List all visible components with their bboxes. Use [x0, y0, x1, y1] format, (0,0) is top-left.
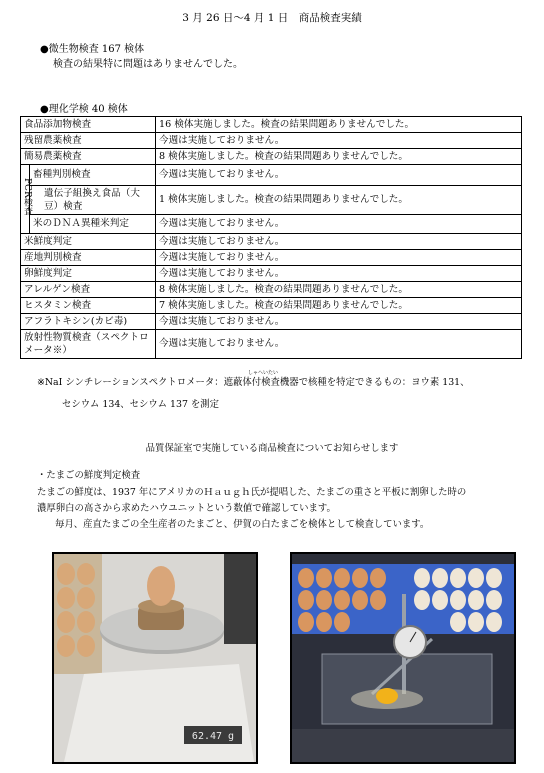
- pcr-group-label: [21, 165, 30, 234]
- test-result: 今週は実施しておりません。: [156, 250, 522, 266]
- test-results-table: [20, 116, 522, 359]
- page-title: 3 月 26 日～4 月 1 日 商品検査実績: [182, 12, 362, 24]
- table-row: [21, 282, 522, 298]
- test-name: 簡易農薬検査: [21, 149, 156, 165]
- table-row: [21, 149, 522, 165]
- test-name: 卵鮮度判定: [21, 266, 156, 282]
- haugh-gauge-illustration: [292, 554, 514, 762]
- test-result: 今週は実施しておりません。: [156, 234, 522, 250]
- table-row: [21, 298, 522, 314]
- test-name: 米のＤＮＡ異種米判定: [30, 215, 156, 234]
- test-result: 今週は実施しておりません。: [156, 314, 522, 330]
- test-name: 残留農薬検査: [21, 133, 156, 149]
- test-result: 今週は実施しておりません。: [156, 133, 522, 149]
- chem-heading: ●理化学検 40 検体: [40, 104, 128, 115]
- test-name: ヒスタミン検査: [21, 298, 156, 314]
- test-result: 今週は実施しておりません。: [156, 266, 522, 282]
- footnote-line-2: セシウム 134、セシウム 137 を測定: [62, 399, 220, 410]
- table-row: [21, 250, 522, 266]
- test-result: 7 検体実施しました。検査の結果問題ありませんでした。: [156, 298, 522, 314]
- egg-scale-illustration: [54, 554, 256, 762]
- table-row: [21, 330, 522, 359]
- micro-body: 検査の結果特に問題はありませんでした。: [53, 59, 243, 70]
- test-name: 放射性物質検査（スペクトロメータ※）: [21, 330, 156, 359]
- notice-paragraph-2: 濃厚卵白の高さから求めたハウユニットという数値で確認しています。: [37, 503, 336, 514]
- test-name: アレルゲン検査: [21, 282, 156, 298]
- scale-readout: 62.47 g: [191, 731, 235, 742]
- footnote-line-1: ※NaI シンチレーションスペクトロメータ：遮蔽体付検査機器で核種を特定できるもの：ヨウ素 131、: [37, 377, 470, 388]
- photo-haugh-measurement: [290, 552, 516, 764]
- test-result: 8 検体実施しました。検査の結果問題ありませんでした。: [156, 149, 522, 165]
- test-name: アフラトキシン(カビ毒): [21, 314, 156, 330]
- notice-paragraph-1: たまごの鮮度は、1937 年にアメリカのＨａｕｇｈ氏が提唱した、たまごの重さと平板に割卵した時の: [37, 487, 467, 498]
- table-row: [21, 133, 522, 149]
- pcr-label: PCR検査: [22, 178, 32, 216]
- table-row: [21, 215, 522, 234]
- table-row: [21, 165, 522, 186]
- test-result: 今週は実施しておりません。: [156, 165, 522, 186]
- table-row: [21, 234, 522, 250]
- table-row: [21, 266, 522, 282]
- test-name: 遺伝子組換え食品（大豆）検査: [30, 186, 156, 215]
- notice-subhead: ・たまごの鮮度判定検査: [37, 470, 141, 481]
- photo-egg-on-scale: [52, 552, 258, 764]
- notice-paragraph-3: 毎月、産直たまごの全生産者のたまごと、伊賀の白たまごを検体として検査しています。: [55, 519, 430, 530]
- notice-title: 品質保証室で実施している商品検査についてお知らせします: [145, 443, 399, 454]
- test-result: 今週は実施しておりません。: [156, 330, 522, 359]
- test-result: 1 検体実施しました。検査の結果問題ありませんでした。: [156, 186, 522, 215]
- test-name: 畜種判別検査: [30, 165, 156, 186]
- table-row: [21, 314, 522, 330]
- test-name: 産地判別検査: [21, 250, 156, 266]
- test-result: 8 検体実施しました。検査の結果問題ありませんでした。: [156, 282, 522, 298]
- test-name: 米鮮度判定: [21, 234, 156, 250]
- test-result: 今週は実施しておりません。: [156, 215, 522, 234]
- test-result: 16 検体実施しました。検査の結果問題ありませんでした。: [156, 117, 522, 133]
- table-row: [21, 117, 522, 133]
- ruby-annotation: しゃへいたい: [248, 370, 279, 376]
- test-name: 食品添加物検査: [21, 117, 156, 133]
- micro-heading: ●微生物検査 167 検体: [40, 44, 145, 55]
- table-row: [21, 186, 522, 215]
